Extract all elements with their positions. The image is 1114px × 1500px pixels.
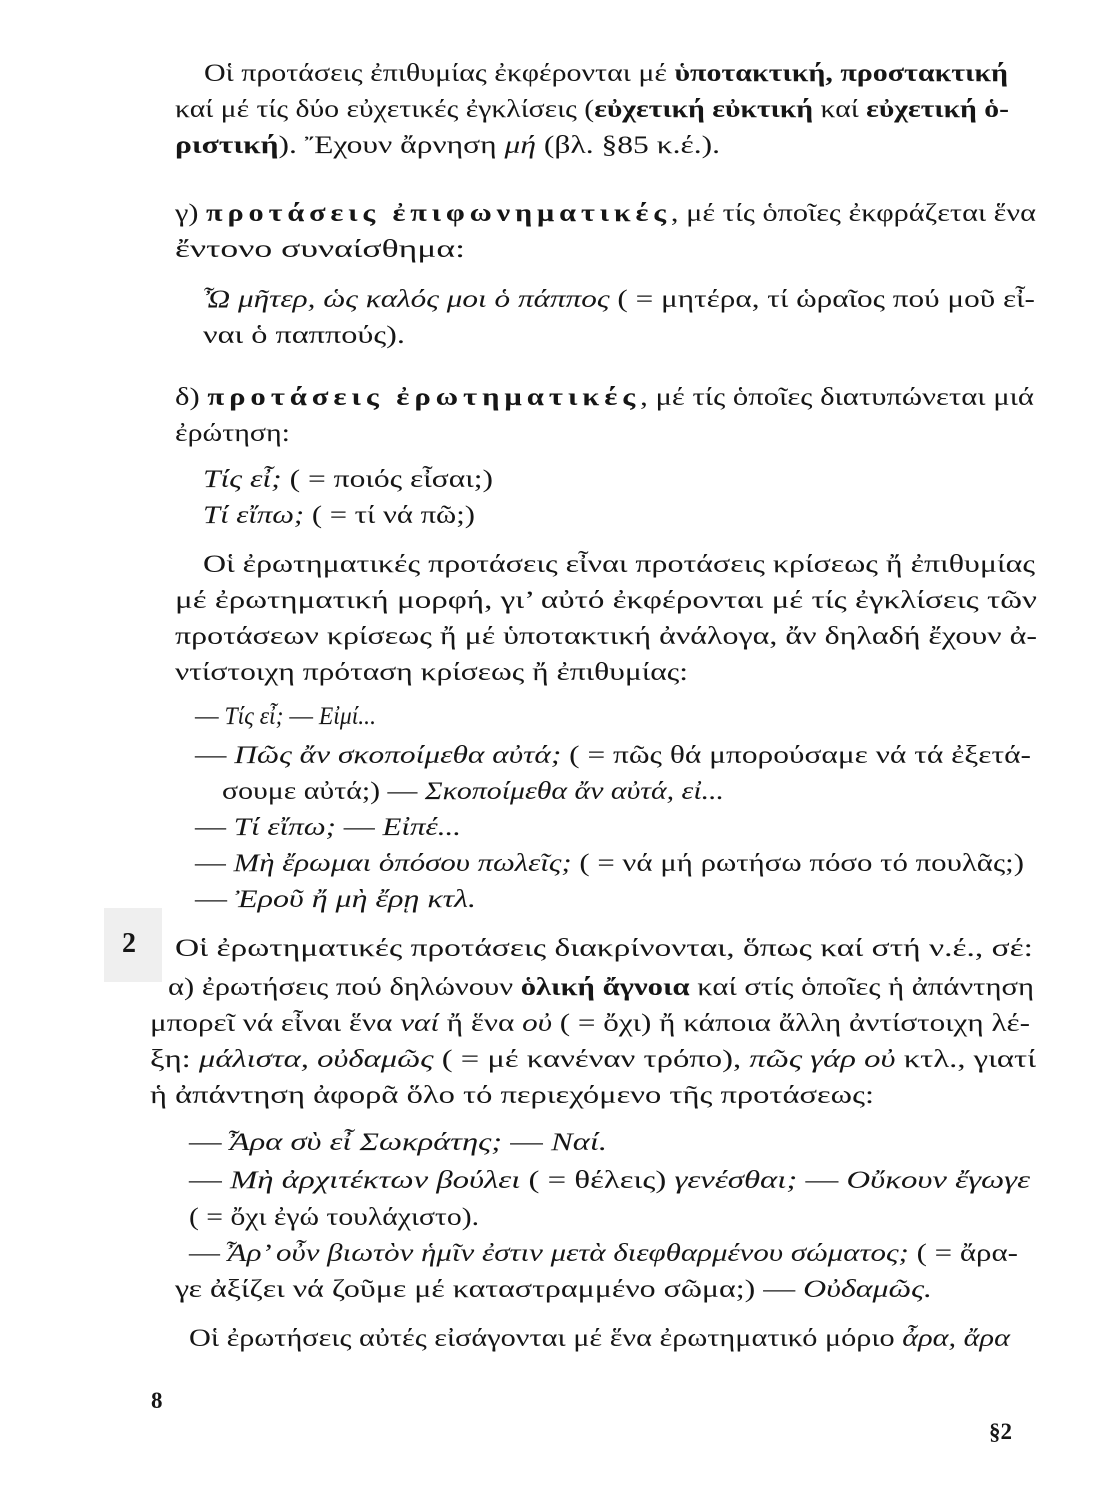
text-segment: εὐχετική ὁ-	[866, 96, 1009, 123]
text-segment: Οὔκουν ἔγωγε	[846, 1167, 1031, 1194]
text-segment: εὐχετική εὐκτική	[594, 96, 814, 123]
text-segment: μπορεῖ νά εἶναι ἕνα	[150, 1010, 401, 1037]
text-segment: ἡ ἀπάντηση ἀφορᾶ ὅλο τό περιεχόμενο τῆς προτάσεως:	[150, 1082, 875, 1109]
text-segment: κτλ., γιατί	[895, 1046, 1037, 1073]
text-segment: ( = πῶς θά μπορούσαμε νά τά ἐξετά-	[561, 742, 1032, 769]
text-segment: Πῶς ἄν σκοποίμεθα αὐτά;	[234, 742, 562, 769]
text-segment: ( = μητέρα, τί ὡραῖος πού μοῦ εἶ-	[609, 286, 1035, 313]
text-segment: μάλιστα, οὐδαμῶς	[198, 1046, 434, 1073]
text-segment: Τί εἴπω;	[203, 502, 305, 529]
text-segment: καί στίς ὁποῖες ἡ ἀπάντηση	[689, 974, 1034, 1001]
text-segment: ( = ἄρα-	[908, 1240, 1018, 1267]
section-number: 2	[122, 928, 136, 959]
page-number: 8	[151, 1388, 163, 1413]
text-segment: Μὴ ἀρχιτέκτων βούλει	[229, 1167, 521, 1194]
text-segment: —	[195, 886, 235, 913]
text-segment: —	[195, 742, 235, 769]
text-segment: ἐρώτηση:	[175, 420, 290, 447]
text-segment: Οἱ ἐρωτήσεις αὐτές εἰσάγονται μέ ἕνα ἐρωτηματικό μόριο	[189, 1325, 903, 1352]
text-segment: ὁλική ἄγνοια	[520, 974, 690, 1001]
text-segment: ( = ὄχι ἐγώ τουλάχιστο).	[189, 1204, 479, 1231]
text-segment: ( = ὄχι) ἤ κάποια ἄλλη ἀντίστοιχη λέ-	[551, 1010, 1030, 1037]
text-segment: —	[189, 1129, 230, 1156]
text-segment: Ἐροῦ ἤ μὴ ἔρῃ κτλ.	[234, 886, 476, 913]
text-segment: καί	[813, 96, 867, 123]
text-segment: Τί εἴπω;	[233, 814, 336, 841]
text-segment: Σκοποίμεθα ἄν αὐτά, εἰ...	[424, 778, 724, 805]
text-segment: ( = τί νά πῶ;)	[304, 502, 476, 529]
text-segment: σουμε αὐτά;) —	[222, 778, 425, 805]
text-segment: γενέσθαι;	[674, 1167, 798, 1194]
text-segment: Εἰπέ...	[382, 814, 462, 841]
text-segment: ἤ ἕνα	[439, 1010, 523, 1037]
text-segment: Ναί.	[551, 1129, 608, 1156]
text-segment: ξη:	[150, 1046, 199, 1073]
text-segment: Ἆρα σὺ εἶ Σωκράτης;	[229, 1129, 503, 1156]
text-segment: —	[189, 1240, 228, 1267]
text-segment: —	[189, 1167, 230, 1194]
text-segment: Τίς εἶ;	[203, 466, 282, 493]
text-segment: Οὐδαμῶς.	[803, 1276, 933, 1303]
text-segment: ). Ἔχουν ἄρνηση	[278, 132, 505, 159]
text-segment: —	[195, 814, 234, 841]
text-segment: α) ἐρωτήσεις πού δηλώνουν	[168, 974, 521, 1001]
text-segment: ἆρα, ἄρα	[902, 1325, 1010, 1352]
text-segment: προτάσεις ἐρωτηματικές	[207, 384, 641, 411]
text-segment: προτάσεις ἐπιφωνηματικές	[206, 200, 671, 227]
text-segment: Οἱ ἐρωτηματικές προτάσεις εἶναι προτάσεις κρίσεως ἤ ἐπιθυμίας	[203, 551, 1036, 578]
text-segment: ναι ὁ παππούς).	[203, 322, 405, 349]
text-segment: μή	[504, 132, 537, 159]
text-segment: ἔντονο συναίσθημα:	[175, 236, 465, 263]
text-segment: Εἰμί...	[318, 703, 376, 730]
text-segment: Ὦ μῆτερ, ὡς καλός μοι ὁ πάππος	[203, 286, 610, 313]
text-segment: , μέ τίς ὁποῖες διατυπώνεται μιά	[640, 384, 1035, 411]
text-segment: μέ ἐρωτηματική μορφή, γι’ αὐτό ἐκφέρονται μέ τίς ἐγκλίσεις τῶν	[175, 587, 1037, 614]
text-segment: καί μέ τίς δύο εὐχετικές ἐγκλίσεις (	[175, 96, 595, 123]
text-segment: , μέ τίς ὁποῖες ἐκφράζεται ἕνα	[670, 200, 1036, 227]
text-segment: ( = θέλεις)	[520, 1167, 675, 1194]
text-segment: (βλ. §85 κ.έ.).	[536, 132, 721, 159]
text-segment: οὐ	[522, 1010, 552, 1037]
text-segment: ( = μέ κανέναν τρόπο),	[433, 1046, 750, 1073]
text-segment: Μὴ ἔρωμαι ὁπόσου πωλεῖς;	[233, 850, 572, 877]
text-segment: —	[195, 703, 225, 730]
text-segment: ριστική	[175, 132, 279, 159]
text-segment: ( = νά μή ρωτήσω πόσο τό πουλᾶς;)	[571, 850, 1024, 877]
paragraph-reference: §2	[989, 1419, 1012, 1444]
text-segment: ὑποτακτική, προστακτική	[674, 60, 1008, 87]
text-segment: —	[335, 814, 383, 841]
text-segment: ντίστοιχη πρόταση κρίσεως ἤ ἐπιθυμίας:	[175, 659, 689, 686]
text-segment: πῶς γάρ οὐ	[749, 1046, 896, 1073]
text-segment: Οἱ ἐρωτηματικές προτάσεις διακρίνονται, ὅπως καί στή ν.έ., σέ:	[175, 935, 1033, 962]
text-segment: Οἱ προτάσεις ἐπιθυμίας ἐκφέρονται μέ	[204, 60, 675, 87]
text-segment: Τίς εἶ;	[224, 703, 284, 730]
text-segment: γε ἀξίζει νά ζοῦμε μέ καταστραμμένο σῶμα;) —	[175, 1276, 804, 1303]
text-segment: προτάσεων κρίσεως ἤ μέ ὑποτακτική ἀνάλογα, ἄν δηλαδή ἔχουν ἀ-	[175, 623, 1037, 650]
text-segment: ( = ποιός εἶσαι;)	[281, 466, 493, 493]
text-segment: —	[502, 1129, 552, 1156]
text-segment: Ἆρ’ οὖν βιωτὸν ἡμῖν ἐστιν μετὰ διεφθαρμένου σώματος;	[227, 1240, 909, 1267]
text-segment: ναί	[400, 1010, 440, 1037]
text-segment: δ)	[175, 384, 208, 411]
text-segment: γ)	[175, 200, 207, 227]
text-segment: —	[195, 850, 234, 877]
text-segment: —	[797, 1167, 847, 1194]
text-segment: —	[283, 703, 319, 730]
